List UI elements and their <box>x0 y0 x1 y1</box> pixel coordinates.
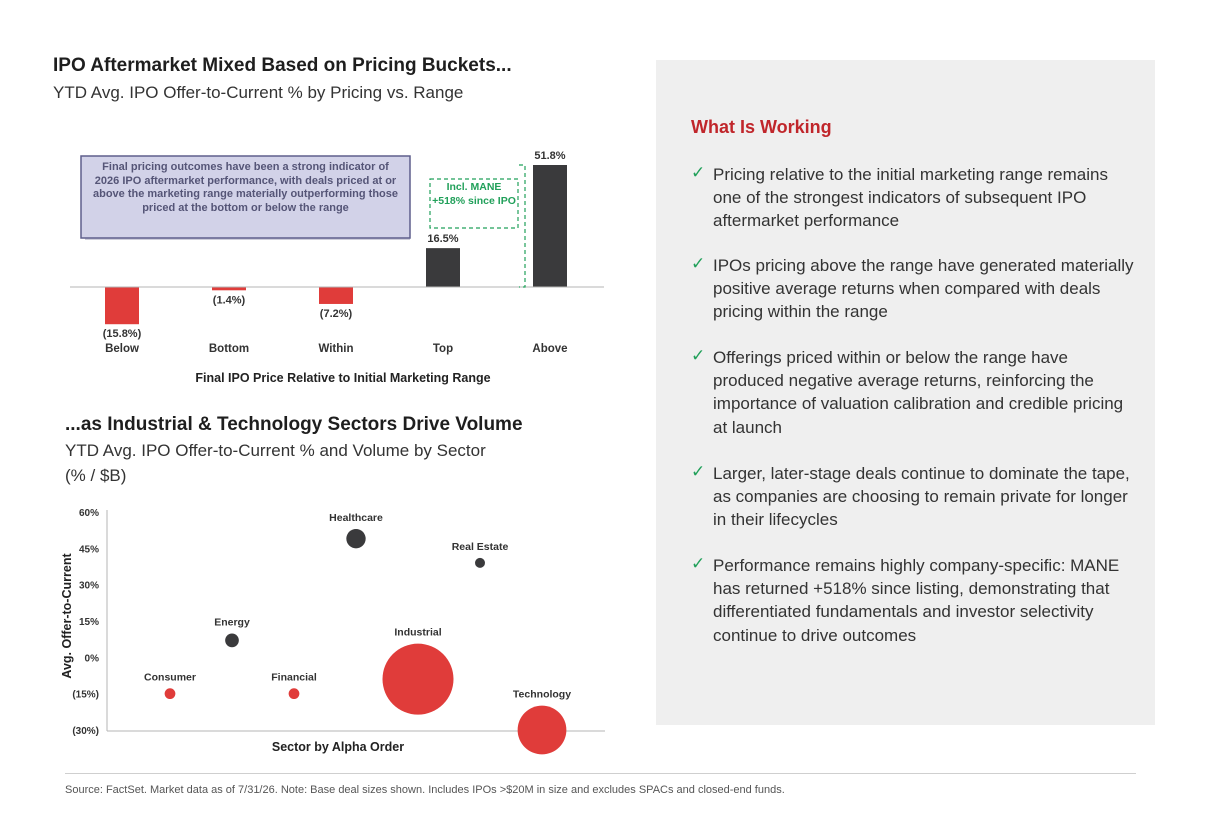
footer-divider <box>65 773 1136 774</box>
bubble-label: Industrial <box>394 626 442 639</box>
y-tick-label: 45% <box>78 544 99 556</box>
list-item <box>691 254 1141 324</box>
bar-data-label: (1.4%) <box>212 294 246 307</box>
y-ticks-layer <box>72 508 99 737</box>
bar-data-label: 16.5% <box>427 233 459 246</box>
y-tick-label: (30%) <box>72 726 99 737</box>
y-tick-label: 60% <box>78 508 99 519</box>
bubble-chart-ylabel: Avg. Offer-to-Current <box>60 553 74 679</box>
y-tick-label: 30% <box>78 580 99 592</box>
bubble-label: Consumer <box>144 671 196 684</box>
bar-top <box>426 248 460 287</box>
bar-category-label: Within <box>318 343 354 355</box>
bar-category-label: Bottom <box>208 343 250 355</box>
list-item <box>691 163 1141 233</box>
bar-data-label: (15.8%) <box>102 328 142 341</box>
bubble-real-estate <box>475 558 485 568</box>
list-item <box>691 554 1141 647</box>
bar-chart-xlabel: Final IPO Price Relative to Initial Marketing Range <box>195 371 491 385</box>
bar-below <box>105 287 139 324</box>
bubble-label: Financial <box>271 671 317 684</box>
bubbles-layer <box>144 512 571 754</box>
bubble-technology <box>518 706 567 755</box>
source-footnote: Source: FactSet. Market data as of 7/31/26. Note: Base deal sizes shown. Includes IPOs >$20M in size and excludes SPACs and closed-end funds. <box>65 784 785 796</box>
y-tick-label: 0% <box>84 653 99 665</box>
check-icon: ✓ <box>691 163 706 182</box>
bar-chart-subtitle: YTD Avg. IPO Offer-to-Current % by Pricing vs. Range <box>53 83 464 102</box>
check-icon: ✓ <box>691 346 706 365</box>
bar-chart-title: IPO Aftermarket Mixed Based on Pricing Buckets... <box>53 55 512 76</box>
list-item <box>691 462 1141 532</box>
bar-category-label: Top <box>432 343 454 355</box>
bubble-energy <box>225 634 239 648</box>
bubble-label: Energy <box>214 616 250 629</box>
bar-chart <box>0 0 650 400</box>
annotation-text: Final pricing outcomes have been a strong indicator of 2026 IPO aftermarket performance, with deals priced at or above the marketing range materially outperforming those priced at the bottom or below the range <box>92 161 398 214</box>
bubble-chart-title: ...as Industrial & Technology Sectors Drive Volume <box>65 414 523 435</box>
bubble-chart-xlabel: Sector by Alpha Order <box>271 740 405 754</box>
bar-category-label: Below <box>105 343 139 355</box>
y-tick-label: 15% <box>78 617 99 628</box>
list-item-text: IPOs pricing above the range have generated materially positive average returns when compared with deals pricing within the range <box>713 256 1134 322</box>
bar-data-label: (7.2%) <box>319 307 353 320</box>
bubble-chart-subtitle-line2: (% / $B) <box>65 466 127 485</box>
bubble-label: Real Estate <box>451 540 509 553</box>
list-item <box>691 346 1141 439</box>
list-item-text: Larger, later-stage deals continue to dominate the tape, as companies are choosing to remain private for longer in their lifecycles <box>713 464 1130 530</box>
bar-within <box>319 287 353 304</box>
bubble-industrial <box>383 644 454 715</box>
check-icon: ✓ <box>691 462 706 481</box>
bubble-chart-subtitle-line1: YTD Avg. IPO Offer-to-Current % and Volume by Sector <box>65 441 486 460</box>
list-item-text: Offerings priced within or below the range have produced negative average returns, reinforcing the importance of valuation calibration and credible pricing at launch <box>713 348 1124 437</box>
bar-data-label: 51.8% <box>534 150 566 162</box>
bubble-label: Technology <box>512 688 572 701</box>
bubble-label: Healthcare <box>329 511 383 524</box>
mane-callout-bracket <box>519 165 525 287</box>
bar-category-label: Above <box>532 343 568 355</box>
what-is-working-panel <box>656 60 1155 725</box>
bubble-financial <box>289 688 300 699</box>
mane-callout-text: Incl. MANE +518% since IPO <box>432 181 516 207</box>
check-icon: ✓ <box>691 254 706 273</box>
bar-categories-layer <box>105 343 568 355</box>
bubble-consumer <box>165 688 176 699</box>
panel-title: What Is Working <box>691 117 832 137</box>
bar-above <box>533 165 567 287</box>
check-icon: ✓ <box>691 554 706 573</box>
bubble-healthcare <box>346 529 365 548</box>
bubble-chart <box>0 490 650 770</box>
y-tick-label: (15%) <box>72 689 99 701</box>
list-item-text: Pricing relative to the initial marketing range remains one of the strongest indicators of subsequent IPO aftermarket performance <box>713 165 1108 231</box>
list-item-text: Performance remains highly company-specific: MANE has returned +518% since listing, demonstrating that differentiated fundamentals and investor selectivity continue to drive outcomes <box>713 556 1120 645</box>
